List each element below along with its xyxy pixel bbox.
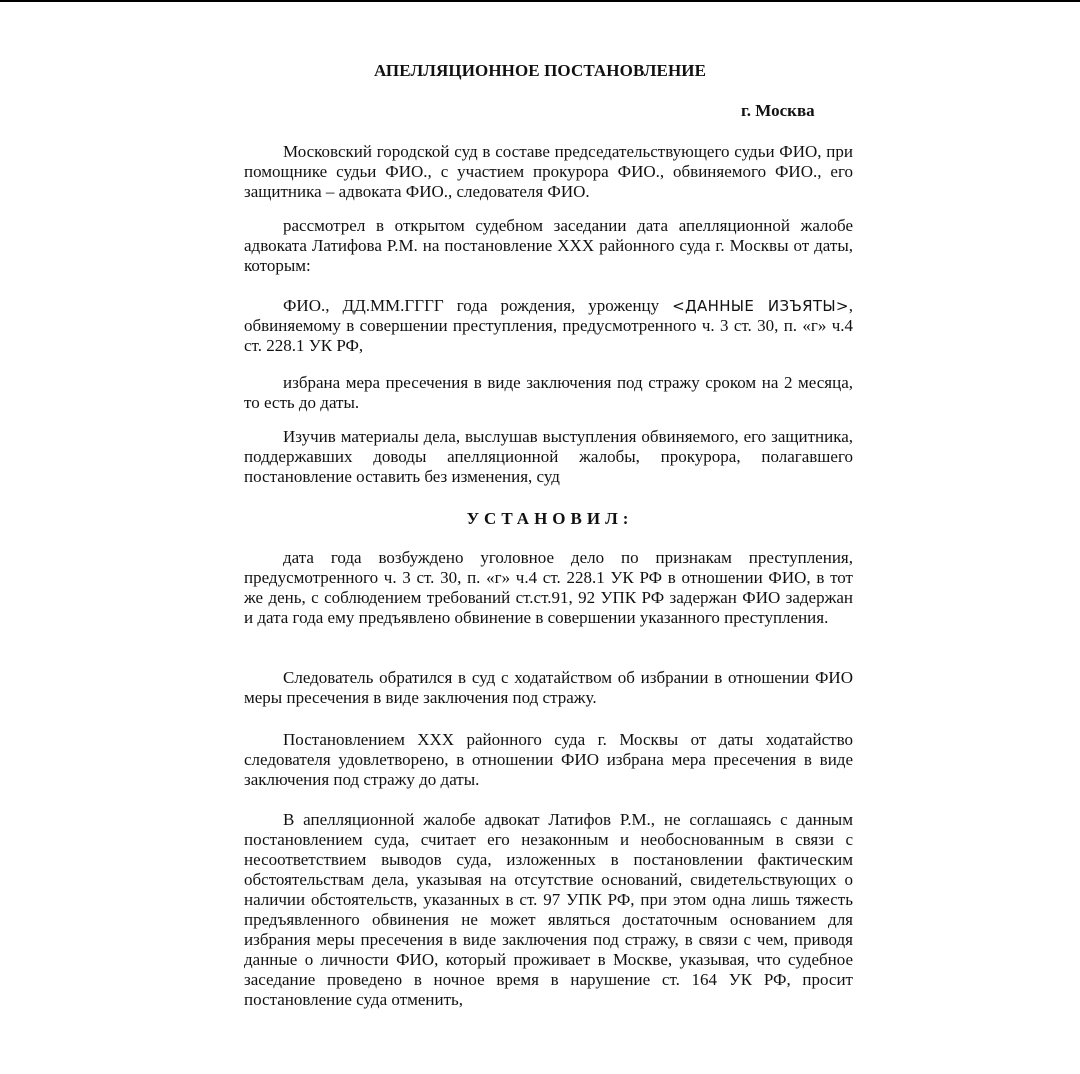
- document-title: АПЕЛЛЯЦИОННОЕ ПОСТАНОВЛЕНИЕ: [373, 61, 707, 80]
- paragraph-district-court-ruling: Постановлением ХХХ районного суда г. Москвы от даты ходатайство следователя удовлетворено, в отношении ФИО избрана мера пресечения в виде заключения под стражу до даты.: [244, 730, 853, 789]
- paragraph-case-opened: дата года возбуждено уголовное дело по признакам преступления, предусмотренного ч. 3 ст. 30, п. «г» ч.4 ст. 228.1 УК РФ в отношении ФИО, в тот же день, с соблюдением требований ст.ст.91, 92 УПК РФ задержан ФИО задержан и дата года ему предъявлено обвинение в совершении указанного преступления.: [244, 548, 853, 627]
- paragraph-defendant-text-1: ФИО., ДД.ММ.ГГГГ года рождения, уроженцу: [283, 296, 673, 315]
- redacted-data-label: <ДАННЫЕ ИЗЪЯТЫ>: [672, 297, 849, 315]
- paragraph-investigator-motion: Следователь обратился в суд с ходатайством об избрании в отношении ФИО меры пресечения в виде заключения под стражу.: [244, 668, 853, 707]
- paragraph-court-composition: Московский городской суд в составе председательствующего судьи ФИО, при помощнике судьи ФИО., с участием прокурора ФИО., обвиняемого ФИО., его защитника – адвоката ФИО., следователя ФИО.: [244, 142, 853, 201]
- section-heading-established: УСТАНОВИЛ:: [466, 509, 634, 528]
- document-city: г. Москва: [741, 101, 815, 120]
- paragraph-review: Изучив материалы дела, выслушав выступления обвиняемого, его защитника, поддержавших доводы апелляционной жалобы, прокурора, полагавшего постановление оставить без изменения, суд: [244, 427, 853, 486]
- paragraph-defendant: [244, 296, 853, 356]
- paragraph-hearing: рассмотрел в открытом судебном заседании дата апелляционной жалобе адвоката Латифова Р.М. на постановление ХХХ районного суда г. Москвы от даты, которым:: [244, 216, 853, 275]
- paragraph-measure: избрана мера пресечения в виде заключения под стражу сроком на 2 месяца, то есть до даты.: [244, 373, 853, 412]
- paragraph-defendant-text-2: , обвиняемому в совершении преступления, предусмотренного ч. 3 ст. 30, п. «г» ч.4 ст. 228.1 УК РФ,: [244, 296, 853, 355]
- paragraph-appeal-arguments: В апелляционной жалобе адвокат Латифов Р.М., не соглашаясь с данным постановлением суда, считает его незаконным и необоснованным в связи с несоответствием выводов суда, изложенных в постановлении фактическим обстоятельствам дела, указывая на отсутствие оснований, свидетельствующих о наличии обстоятельств, указанных в ст. 97 УПК РФ, при этом одна лишь тяжесть предъявленного обвинения не может являться достаточным основанием для избрания меры пресечения в виде заключения под стражу, в связи с чем, приводя данные о личности ФИО, который проживает в Москве, указывая, что судебное заседание проведено в ночное время в нарушение ст. 164 УК РФ, просит постановление суда отменить,: [244, 810, 853, 1009]
